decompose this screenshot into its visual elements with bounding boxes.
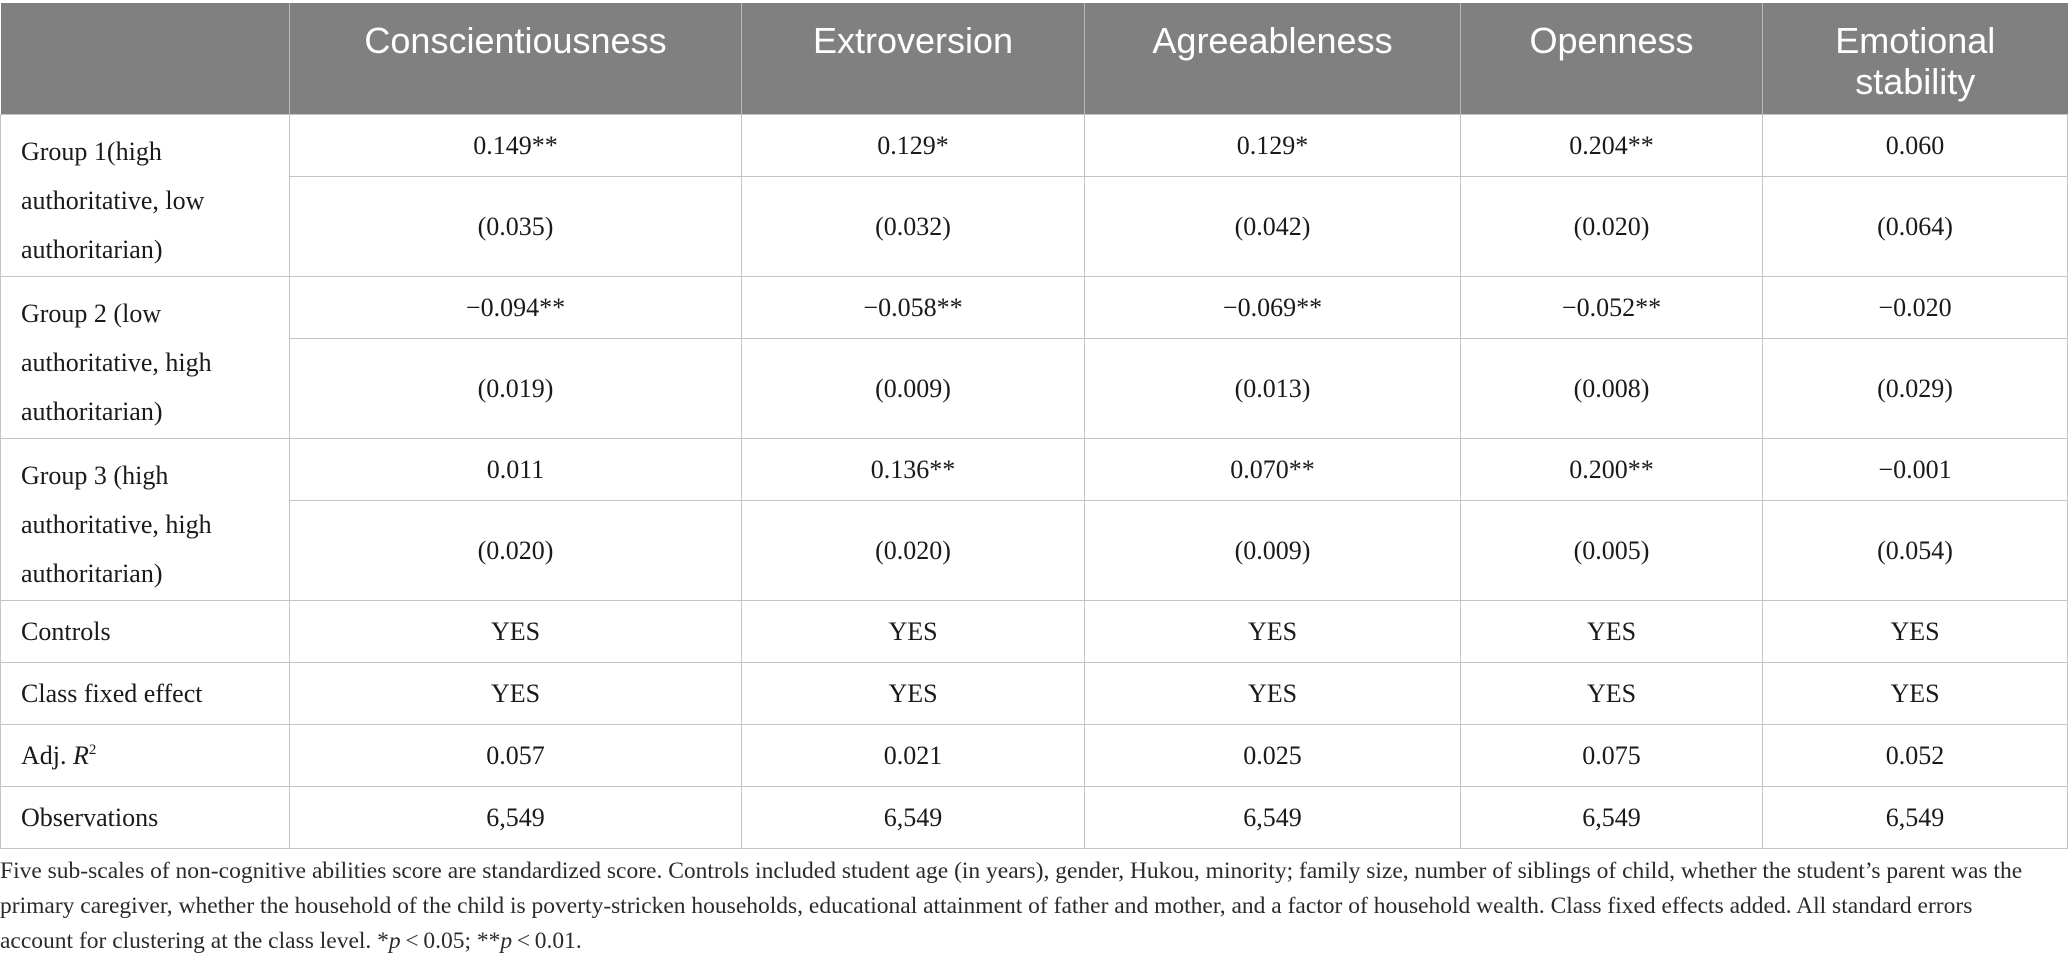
cell-coefficient: −0.020	[1763, 277, 2068, 339]
adj-label-prefix: Adj.	[21, 741, 73, 770]
cell-value: 0.075	[1461, 725, 1763, 787]
cell-value: 0.021	[742, 725, 1085, 787]
cell-value: YES	[1461, 663, 1763, 725]
cell-value: YES	[290, 663, 742, 725]
adj-label-r: R	[73, 741, 89, 770]
footnote-threshold-1: < 0.05; **	[400, 928, 501, 954]
row-label-adj-r-squared	[1, 725, 290, 787]
footnote-p-symbol-2: p	[500, 928, 513, 954]
cell-value: YES	[1763, 663, 2068, 725]
cell-value: 6,549	[742, 787, 1085, 849]
results-table-container	[0, 3, 2068, 849]
cell-coefficient: 0.129*	[742, 115, 1085, 177]
row-label-group-2: Group 2 (low authoritative, high authoritarian)	[1, 277, 290, 439]
table-row-group-1-std-errors	[1, 177, 2068, 277]
footnote-text: Five sub-scales of non-cognitive abilities score are standardized score. Controls included student age (in years), gender, Hukou, minority; family size, number of siblings of child, whether the student’s parent was the primary caregiver, whether the household of the child is poverty-stricken households, educational attainment of father and mother, and a factor of household wealth. Class fixed effects added. All standard errors account for clustering at the class level. *	[0, 858, 2023, 954]
cell-coefficient: 0.129*	[1085, 115, 1461, 177]
table-footnote	[0, 854, 2050, 959]
cell-std-error: (0.013)	[1085, 339, 1461, 439]
cell-value: YES	[290, 601, 742, 663]
cell-coefficient: 0.011	[290, 439, 742, 501]
footnote-threshold-2: < 0.01.	[512, 928, 582, 954]
cell-std-error: (0.064)	[1763, 177, 2068, 277]
cell-value: YES	[1763, 601, 2068, 663]
cell-std-error: (0.019)	[290, 339, 742, 439]
cell-coefficient: −0.058**	[742, 277, 1085, 339]
header-row	[1, 3, 2068, 115]
cell-value: YES	[742, 601, 1085, 663]
cell-value: 0.052	[1763, 725, 2068, 787]
cell-value: YES	[1085, 663, 1461, 725]
row-label-group-3: Group 3 (high authoritative, high authoritarian)	[1, 439, 290, 601]
header-extroversion: Extroversion	[742, 3, 1085, 115]
footnote-p-symbol-1: p	[388, 928, 401, 954]
header-cell-empty	[1, 3, 290, 115]
cell-coefficient: 0.136**	[742, 439, 1085, 501]
cell-coefficient: 0.060	[1763, 115, 2068, 177]
row-label-controls: Controls	[1, 601, 290, 663]
cell-std-error: (0.029)	[1763, 339, 2068, 439]
cell-std-error: (0.020)	[290, 501, 742, 601]
table-row-group-2-std-errors	[1, 339, 2068, 439]
cell-std-error: (0.005)	[1461, 501, 1763, 601]
cell-coefficient: −0.001	[1763, 439, 2068, 501]
table-row-adj-r-squared	[1, 725, 2068, 787]
header-conscientiousness: Conscientiousness	[290, 3, 742, 115]
table-row-group-3-std-errors	[1, 501, 2068, 601]
cell-value: 0.057	[290, 725, 742, 787]
regression-results-table	[0, 3, 2068, 849]
cell-coefficient: −0.052**	[1461, 277, 1763, 339]
cell-value: 6,549	[1763, 787, 2068, 849]
table-row-observations	[1, 787, 2068, 849]
cell-value: 6,549	[1085, 787, 1461, 849]
cell-coefficient: 0.070**	[1085, 439, 1461, 501]
header-agreeableness: Agreeableness	[1085, 3, 1461, 115]
cell-coefficient: 0.204**	[1461, 115, 1763, 177]
cell-value: YES	[742, 663, 1085, 725]
table-row-group-1-coefficients	[1, 115, 2068, 177]
cell-std-error: (0.020)	[1461, 177, 1763, 277]
row-label-observations: Observations	[1, 787, 290, 849]
table-row-group-2-coefficients	[1, 277, 2068, 339]
row-label-group-1: Group 1(high authoritative, low authoritarian)	[1, 115, 290, 277]
cell-std-error: (0.020)	[742, 501, 1085, 601]
cell-std-error: (0.032)	[742, 177, 1085, 277]
cell-coefficient: 0.200**	[1461, 439, 1763, 501]
header-emotional-stability: Emotional stability	[1763, 3, 2068, 115]
cell-coefficient: −0.094**	[290, 277, 742, 339]
cell-value: 0.025	[1085, 725, 1461, 787]
cell-std-error: (0.035)	[290, 177, 742, 277]
row-label-class-fixed-effect: Class fixed effect	[1, 663, 290, 725]
cell-std-error: (0.054)	[1763, 501, 2068, 601]
cell-std-error: (0.008)	[1461, 339, 1763, 439]
cell-coefficient: 0.149**	[290, 115, 742, 177]
header-openness: Openness	[1461, 3, 1763, 115]
cell-std-error: (0.042)	[1085, 177, 1461, 277]
adj-label-superscript: 2	[88, 742, 97, 758]
cell-value: 6,549	[290, 787, 742, 849]
cell-std-error: (0.009)	[742, 339, 1085, 439]
cell-value: YES	[1085, 601, 1461, 663]
cell-value: YES	[1461, 601, 1763, 663]
cell-coefficient: −0.069**	[1085, 277, 1461, 339]
table-row-class-fixed-effect	[1, 663, 2068, 725]
table-row-group-3-coefficients	[1, 439, 2068, 501]
cell-value: 6,549	[1461, 787, 1763, 849]
table-row-controls	[1, 601, 2068, 663]
cell-std-error: (0.009)	[1085, 501, 1461, 601]
